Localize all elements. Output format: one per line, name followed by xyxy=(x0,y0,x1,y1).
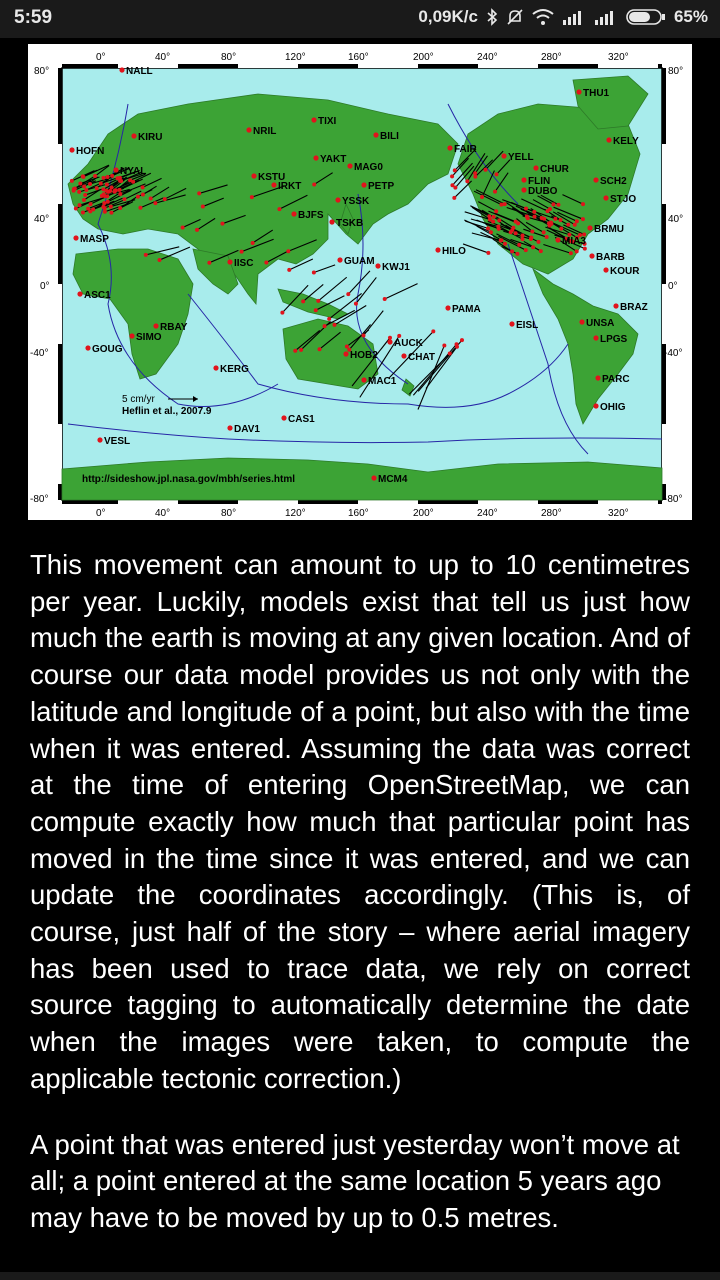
station-dot xyxy=(70,179,74,183)
station-dot-lpgs xyxy=(593,335,598,340)
station-dot xyxy=(78,182,82,186)
station-dot xyxy=(542,230,546,234)
station-dot xyxy=(455,342,459,346)
station-dot xyxy=(450,183,454,187)
station-dot-kstu xyxy=(251,173,256,178)
station-dot-flin xyxy=(521,177,526,182)
station-dot-hob2 xyxy=(343,351,348,356)
station-dot-kiru xyxy=(131,133,136,138)
station-label-brmu: BRMU xyxy=(594,224,624,235)
station-dot xyxy=(388,336,392,340)
station-dot xyxy=(81,210,85,214)
station-dot xyxy=(181,225,185,229)
station-dot xyxy=(521,237,525,241)
station-dot-pama xyxy=(445,305,450,310)
station-label-cas1: CAS1 xyxy=(288,414,315,425)
top-tick-120: 120° xyxy=(285,52,306,63)
station-dot-stjo xyxy=(603,195,608,200)
left-tick-0: 0° xyxy=(40,281,50,292)
top-tick-280: 280° xyxy=(541,52,562,63)
station-dot-yakt xyxy=(313,155,318,160)
left-tick-80: 80° xyxy=(34,66,50,77)
scale-label: 5 cm/yr xyxy=(122,394,155,405)
station-dot xyxy=(153,201,157,205)
station-label-thu1: THU1 xyxy=(583,88,610,99)
station-dot-kerg xyxy=(213,365,218,370)
station-dot xyxy=(496,225,500,229)
bottom-tick-200: 200° xyxy=(413,508,434,519)
station-dot xyxy=(553,217,557,221)
bottom-tick-120: 120° xyxy=(285,508,306,519)
station-dot xyxy=(220,222,224,226)
station-dot xyxy=(524,248,528,252)
station-dot xyxy=(486,226,490,230)
station-dot xyxy=(492,215,496,219)
station-dot xyxy=(109,211,113,215)
station-dot xyxy=(163,197,167,201)
station-dot xyxy=(480,195,484,199)
station-dot-fair xyxy=(447,145,452,150)
station-dot xyxy=(516,221,520,225)
station-dot-chat xyxy=(401,353,406,358)
station-dot xyxy=(453,168,457,172)
station-dot xyxy=(110,186,114,190)
station-dot xyxy=(583,247,587,251)
station-dot-goug xyxy=(85,345,90,350)
station-label-vesl: VESL xyxy=(104,436,131,447)
station-label-hofn: HOFN xyxy=(76,146,105,157)
station-dot xyxy=(558,218,562,222)
station-dot xyxy=(136,195,140,199)
station-dot xyxy=(460,338,464,342)
station-dot xyxy=(465,179,469,183)
source-url: http://sideshow.jpl.nasa.gov/mbh/series.html xyxy=(82,474,295,485)
station-dot xyxy=(514,231,518,235)
station-label-stjo: STJO xyxy=(610,194,637,205)
station-label-yell: YELL xyxy=(508,152,534,163)
bottom-tick-280: 280° xyxy=(541,508,562,519)
station-dot xyxy=(473,171,477,175)
station-label-guam: GUAM xyxy=(344,256,375,267)
station-dot xyxy=(201,205,205,209)
station-dot xyxy=(312,271,316,275)
station-label-pama: PAMA xyxy=(452,304,481,315)
station-dot xyxy=(78,203,82,207)
station-label-kwj1: KWJ1 xyxy=(382,262,410,273)
station-dot xyxy=(77,190,81,194)
station-dot xyxy=(103,210,107,214)
station-dot xyxy=(556,203,560,207)
station-dot-bjfs xyxy=(291,211,296,216)
station-dot xyxy=(503,242,507,246)
bottom-rule xyxy=(0,1272,720,1280)
left-tick-40: 40° xyxy=(34,214,50,225)
station-dot-irkt xyxy=(271,182,276,187)
station-dot xyxy=(524,207,528,211)
station-dot xyxy=(316,299,320,303)
station-dot-eisl xyxy=(509,321,514,326)
station-label-dubo: DUBO xyxy=(528,186,558,197)
station-label-nyal: NYAL xyxy=(120,166,147,177)
station-dot xyxy=(509,230,513,234)
station-dot xyxy=(287,268,291,272)
station-dot-brmu xyxy=(587,225,592,230)
station-dot xyxy=(118,188,122,192)
station-label-mcm4: MCM4 xyxy=(378,474,408,485)
station-label-auck: AUCK xyxy=(394,338,423,349)
station-label-barb: BARB xyxy=(596,252,625,263)
station-dot xyxy=(118,192,122,196)
top-tick-80: 80° xyxy=(221,52,237,63)
station-dot xyxy=(345,344,349,348)
station-dot-dubo xyxy=(521,187,526,192)
station-label-kour: KOUR xyxy=(610,266,640,277)
station-dot xyxy=(532,215,536,219)
station-dot xyxy=(537,240,541,244)
station-label-lpgs: LPGS xyxy=(600,334,628,345)
station-dot xyxy=(530,229,534,233)
station-dot xyxy=(525,214,529,218)
station-dot xyxy=(549,222,553,226)
station-dot-barb xyxy=(589,253,594,258)
station-label-kely: KELY xyxy=(613,136,639,147)
station-dot xyxy=(431,329,435,333)
station-dot-hofn xyxy=(69,147,74,152)
station-dot xyxy=(89,202,93,206)
station-dot xyxy=(323,324,327,328)
right-tick-40: 40° xyxy=(668,214,684,225)
station-dot xyxy=(546,209,550,213)
station-dot-tixi xyxy=(311,117,316,122)
battery-icon xyxy=(626,8,666,26)
station-dot-thu1 xyxy=(576,89,581,94)
station-dot-nril xyxy=(246,127,251,132)
station-label-bili: BILI xyxy=(380,131,399,142)
station-dot xyxy=(280,311,284,315)
station-dot-nyal xyxy=(113,167,118,172)
map-svg xyxy=(28,44,692,520)
station-dot xyxy=(327,317,331,321)
station-dot xyxy=(581,202,585,206)
station-dot xyxy=(103,194,107,198)
status-bar xyxy=(0,0,720,38)
bottom-tick-240: 240° xyxy=(477,508,498,519)
station-dot-mcm4 xyxy=(371,475,376,480)
station-dot-mia3 xyxy=(555,237,560,242)
station-dot xyxy=(195,228,199,232)
station-dot-yssk xyxy=(335,197,340,202)
station-dot xyxy=(141,185,145,189)
station-label-petp: PETP xyxy=(368,181,395,192)
station-dot xyxy=(575,249,579,253)
article-body xyxy=(30,547,690,1266)
station-dot xyxy=(88,182,92,186)
station-dot xyxy=(250,195,254,199)
station-dot xyxy=(489,230,493,234)
bottom-tick-0: 0° xyxy=(96,508,106,519)
station-dot xyxy=(517,243,521,247)
station-dot-sch2 xyxy=(593,177,598,182)
station-label-mac1: MAC1 xyxy=(368,376,397,387)
station-label-fair: FAIR xyxy=(454,144,477,155)
station-dot xyxy=(106,200,110,204)
tectonic-velocity-map xyxy=(28,44,692,520)
top-tick-160: 160° xyxy=(348,52,369,63)
paragraph-2: A point that was entered just yesterday won’t move at all; a point entered at the same location 5 years ago may have to be moved by up to 0.5 metres. xyxy=(30,1128,680,1233)
station-dot xyxy=(251,241,255,245)
station-dot-vesl xyxy=(97,437,102,442)
bottom-tick-40: 40° xyxy=(155,508,171,519)
right-tick-80: 80° xyxy=(668,66,684,77)
station-label-braz: BRAZ xyxy=(620,302,648,313)
station-dot xyxy=(559,227,563,231)
station-dot xyxy=(483,168,487,172)
station-dot xyxy=(499,238,503,242)
station-dot xyxy=(551,202,555,206)
station-dot-kely xyxy=(606,137,611,142)
station-dot-braz xyxy=(613,303,618,308)
wifi-icon xyxy=(532,8,554,26)
station-dot xyxy=(138,206,142,210)
station-label-ohig: OHIG xyxy=(600,402,626,413)
station-label-yssk: YSSK xyxy=(342,196,370,207)
station-label-bjfs: BJFS xyxy=(298,210,324,221)
station-dot-tskb xyxy=(329,219,334,224)
station-dot xyxy=(314,308,318,312)
station-dot-dav1 xyxy=(227,425,232,430)
station-dot xyxy=(93,174,97,178)
bluetooth-icon xyxy=(486,8,498,26)
station-dot xyxy=(149,197,153,201)
station-label-chur: CHUR xyxy=(540,164,569,175)
station-dot-auck xyxy=(387,339,392,344)
station-dot xyxy=(299,348,303,352)
station-dot xyxy=(105,183,109,187)
station-dot xyxy=(131,180,135,184)
station-dot xyxy=(569,251,573,255)
battery-percent: 65% xyxy=(673,7,708,26)
station-dot xyxy=(122,197,126,201)
station-dot xyxy=(101,187,105,191)
station-dot xyxy=(95,186,99,190)
station-dot xyxy=(82,185,86,189)
station-dot xyxy=(452,196,456,200)
station-dot xyxy=(74,206,78,210)
station-label-mag0: MAG0 xyxy=(354,162,383,173)
station-dot xyxy=(91,207,95,211)
station-dot xyxy=(493,190,497,194)
mute-icon xyxy=(506,8,524,26)
paragraph-1: This movement can amount to up to 10 centimetres per year. Luckily, models exist that tell us just how much the earth is moving at any given location. And of course our data model provides us not only with the latitude and longitude of a point, but also with the time when it was entered. Assuming the data was correct at the time of entering OpenStreetMap, we can compute exactly how much that particular point has moved in the time since it was entered, and we can update the coordinates accordingly. (This is, of course, just half of the story – where aerial imagery has been used to trace data, we rely on correct source tagging to automatically determine the date when the images were taken, to compute the applicable tectonic correction.) xyxy=(30,549,690,1094)
station-dot xyxy=(293,349,297,353)
station-dot xyxy=(442,343,446,347)
station-dot xyxy=(207,261,211,265)
credit: Heflin et al., 2007.9 xyxy=(122,406,212,417)
station-dot xyxy=(486,251,490,255)
station-label-rbay: RBAY xyxy=(160,322,188,333)
station-dot xyxy=(333,323,337,327)
top-tick-0: 0° xyxy=(96,52,106,63)
top-tick-200: 200° xyxy=(413,52,434,63)
station-dot xyxy=(101,176,105,180)
station-dot-mac1 xyxy=(361,377,366,382)
station-dot xyxy=(197,191,201,195)
station-dot xyxy=(499,203,503,207)
station-dot xyxy=(545,235,549,239)
station-dot xyxy=(539,249,543,253)
station-dot xyxy=(144,253,148,257)
station-label-hilo: HILO xyxy=(442,246,466,257)
station-dot-parc xyxy=(595,375,600,380)
station-dot xyxy=(542,217,546,221)
station-dot xyxy=(510,249,514,253)
top-tick-40: 40° xyxy=(155,52,171,63)
station-dot-ohig xyxy=(593,403,598,408)
station-dot xyxy=(106,175,110,179)
station-dot-unsa xyxy=(579,319,584,324)
station-label-asc1: ASC1 xyxy=(84,290,111,301)
right-tick-minus40: -40° xyxy=(664,348,683,359)
station-dot-cas1 xyxy=(281,415,286,420)
bottom-tick-160: 160° xyxy=(348,508,369,519)
station-dot xyxy=(573,223,577,227)
station-dot-bili xyxy=(373,132,378,137)
top-tick-240: 240° xyxy=(477,52,498,63)
station-dot xyxy=(264,260,268,264)
station-dot xyxy=(99,181,103,185)
bottom-tick-320: 320° xyxy=(608,508,629,519)
station-dot-guam xyxy=(337,257,342,262)
station-dot xyxy=(118,206,122,210)
left-tick-minus80: -80° xyxy=(30,494,49,505)
signal-icon xyxy=(562,9,586,25)
station-label-kerg: KERG xyxy=(220,364,249,375)
station-dot xyxy=(103,206,107,210)
right-tick-minus80: -80° xyxy=(664,494,683,505)
station-label-unsa: UNSA xyxy=(586,318,615,329)
station-dot-yell xyxy=(501,153,506,158)
station-dot xyxy=(575,219,579,223)
station-label-mia3: MIA3 xyxy=(562,236,586,247)
status-icons xyxy=(418,7,708,27)
station-dot xyxy=(84,188,88,192)
station-dot xyxy=(83,193,87,197)
station-label-irkt: IRKT xyxy=(278,181,302,192)
station-dot xyxy=(346,292,350,296)
station-dot xyxy=(529,237,533,241)
station-dot-simo xyxy=(129,333,134,338)
station-dot xyxy=(566,223,570,227)
station-dot-nall xyxy=(119,67,124,72)
station-dot xyxy=(362,334,366,338)
status-time: 5:59 xyxy=(14,7,53,28)
station-label-yakt: YAKT xyxy=(320,154,347,165)
station-dot-rbay xyxy=(153,323,158,328)
station-label-tskb: TSKB xyxy=(336,218,364,229)
station-dot xyxy=(110,174,114,178)
signal-icon xyxy=(594,9,618,25)
station-dot xyxy=(72,187,76,191)
station-label-simo: SIMO xyxy=(136,332,162,343)
station-dot-kwj1 xyxy=(375,263,380,268)
station-dot xyxy=(81,174,85,178)
station-dot xyxy=(511,226,515,230)
station-label-goug: GOUG xyxy=(92,344,123,355)
station-dot-hilo xyxy=(435,247,440,252)
station-label-sch2: SCH2 xyxy=(600,176,627,187)
left-tick-minus40: -40° xyxy=(30,348,49,359)
station-dot-iisc xyxy=(227,259,232,264)
station-dot xyxy=(106,190,110,194)
station-label-dav1: DAV1 xyxy=(234,424,260,435)
station-dot-kour xyxy=(603,267,608,272)
station-dot-masp xyxy=(73,235,78,240)
station-dot xyxy=(301,299,305,303)
station-dot-mag0 xyxy=(347,163,352,168)
bottom-tick-80: 80° xyxy=(221,508,237,519)
station-dot xyxy=(118,179,122,183)
station-dot xyxy=(581,217,585,221)
station-dot xyxy=(113,190,117,194)
station-dot xyxy=(141,193,145,197)
station-dot xyxy=(532,210,536,214)
station-label-nall: NALL xyxy=(126,66,153,77)
station-dot xyxy=(277,207,281,211)
station-dot xyxy=(383,297,387,301)
station-dot xyxy=(515,252,519,256)
station-label-nril: NRIL xyxy=(253,126,277,137)
station-dot xyxy=(354,302,358,306)
station-dot xyxy=(82,198,86,202)
station-label-kstu: KSTU xyxy=(258,172,286,183)
station-label-eisl: EISL xyxy=(516,320,539,331)
station-dot xyxy=(494,209,498,213)
station-label-kiru: KIRU xyxy=(138,132,163,143)
station-dot xyxy=(450,174,454,178)
station-dot xyxy=(497,218,501,222)
station-dot-chur xyxy=(533,165,538,170)
station-dot xyxy=(494,172,498,176)
station-label-chat: CHAT xyxy=(408,352,436,363)
station-dot xyxy=(448,351,452,355)
station-dot xyxy=(102,201,106,205)
station-dot-asc1 xyxy=(77,291,82,296)
top-tick-320: 320° xyxy=(608,52,629,63)
station-dot xyxy=(286,249,290,253)
station-label-iisc: IISC xyxy=(234,258,254,269)
right-tick-0: 0° xyxy=(668,281,678,292)
station-label-tixi: TIXI xyxy=(318,116,337,127)
station-dot xyxy=(487,214,491,218)
station-dot xyxy=(109,205,113,209)
station-dot xyxy=(240,250,244,254)
station-dot xyxy=(503,202,507,206)
station-dot xyxy=(318,347,322,351)
station-dot-petp xyxy=(361,182,366,187)
station-label-parc: PARC xyxy=(602,374,630,385)
station-label-masp: MASP xyxy=(80,234,109,245)
station-label-hob2: HOB2 xyxy=(350,350,378,361)
station-dot xyxy=(521,234,525,238)
station-dot xyxy=(531,245,535,249)
station-dot xyxy=(157,258,161,262)
station-label-flin: FLIN xyxy=(528,176,551,187)
station-dot xyxy=(312,182,316,186)
net-speed: 0,09K/c xyxy=(418,7,478,26)
